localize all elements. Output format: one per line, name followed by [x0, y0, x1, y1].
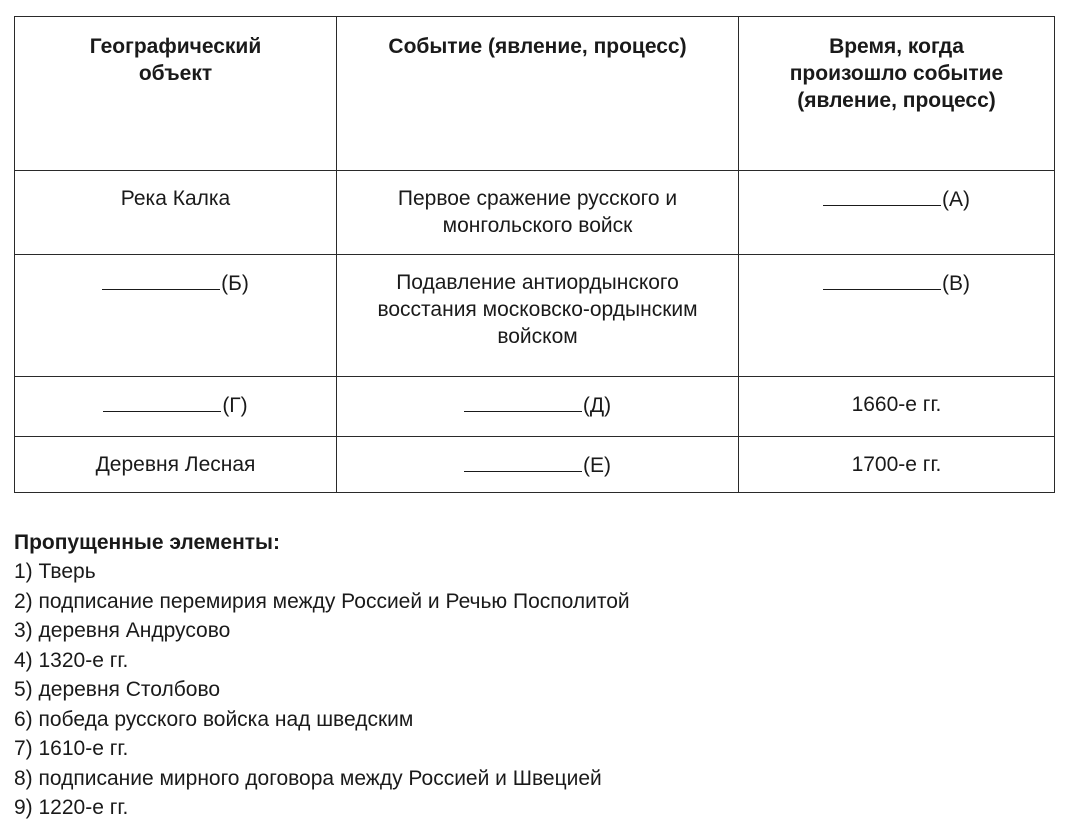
blank-label: (Е)	[583, 454, 611, 477]
list-item: 8) подписание мирного договора между Россией и Швецией	[14, 766, 602, 790]
list-item: 7) 1610-е гг.	[14, 737, 129, 760]
list-item: 5) деревня Столбово	[14, 678, 221, 701]
cell-time: 1700-е гг.	[739, 437, 1055, 493]
answer-blank	[464, 451, 582, 472]
cell-event: Подавление антиордынского восстания московско-ордынским войском	[337, 255, 739, 377]
list-item: 2) подписание перемирия между Россией и Речью Посполитой	[14, 589, 630, 613]
cell-object	[15, 377, 337, 437]
list-item: 6) победа русского войска над шведским	[14, 707, 414, 731]
list-item: 4) 1320-е гг.	[14, 648, 129, 672]
cell-time: 1660-е гг.	[739, 377, 1055, 437]
blank-label: (В)	[942, 272, 970, 295]
cell-event: Первое сражение русского и монгольского войск	[337, 171, 739, 255]
blank-label: (Б)	[221, 272, 249, 295]
cell-time	[739, 171, 1055, 255]
header-geographic-object: Географический объект	[15, 17, 337, 171]
missing-elements-section	[14, 529, 1054, 823]
answer-blank	[823, 185, 941, 206]
table-row	[15, 377, 1055, 437]
blank-label: (Д)	[582, 394, 612, 417]
answer-blank	[102, 269, 220, 290]
cell-event	[337, 377, 739, 437]
list-item: 9) 1220-е гг.	[14, 796, 129, 819]
answer-blank	[103, 391, 221, 412]
table-row	[15, 171, 1055, 255]
table-row	[15, 255, 1055, 377]
blank-label: (А)	[942, 188, 970, 211]
header-event: Событие (явление, процесс)	[337, 17, 739, 171]
cell-object: Деревня Лесная	[15, 437, 337, 493]
cell-object: Река Калка	[15, 171, 337, 255]
cell-object	[15, 255, 337, 377]
table-row	[15, 437, 1055, 493]
history-table	[14, 16, 1055, 493]
answer-blank	[464, 391, 582, 412]
answer-blank	[823, 269, 941, 290]
blank-label: (Г)	[222, 394, 248, 417]
list-item: 1) Тверь	[14, 560, 96, 583]
cell-time	[739, 255, 1055, 377]
header-time: Время, когда произошло событие (явление, процесс)	[739, 17, 1055, 171]
missing-elements-title: Пропущенные элементы:	[14, 531, 280, 554]
table-header-row	[15, 17, 1055, 171]
missing-elements-list	[14, 557, 1054, 823]
list-item: 3) деревня Андрусово	[14, 619, 231, 642]
cell-event	[337, 437, 739, 493]
